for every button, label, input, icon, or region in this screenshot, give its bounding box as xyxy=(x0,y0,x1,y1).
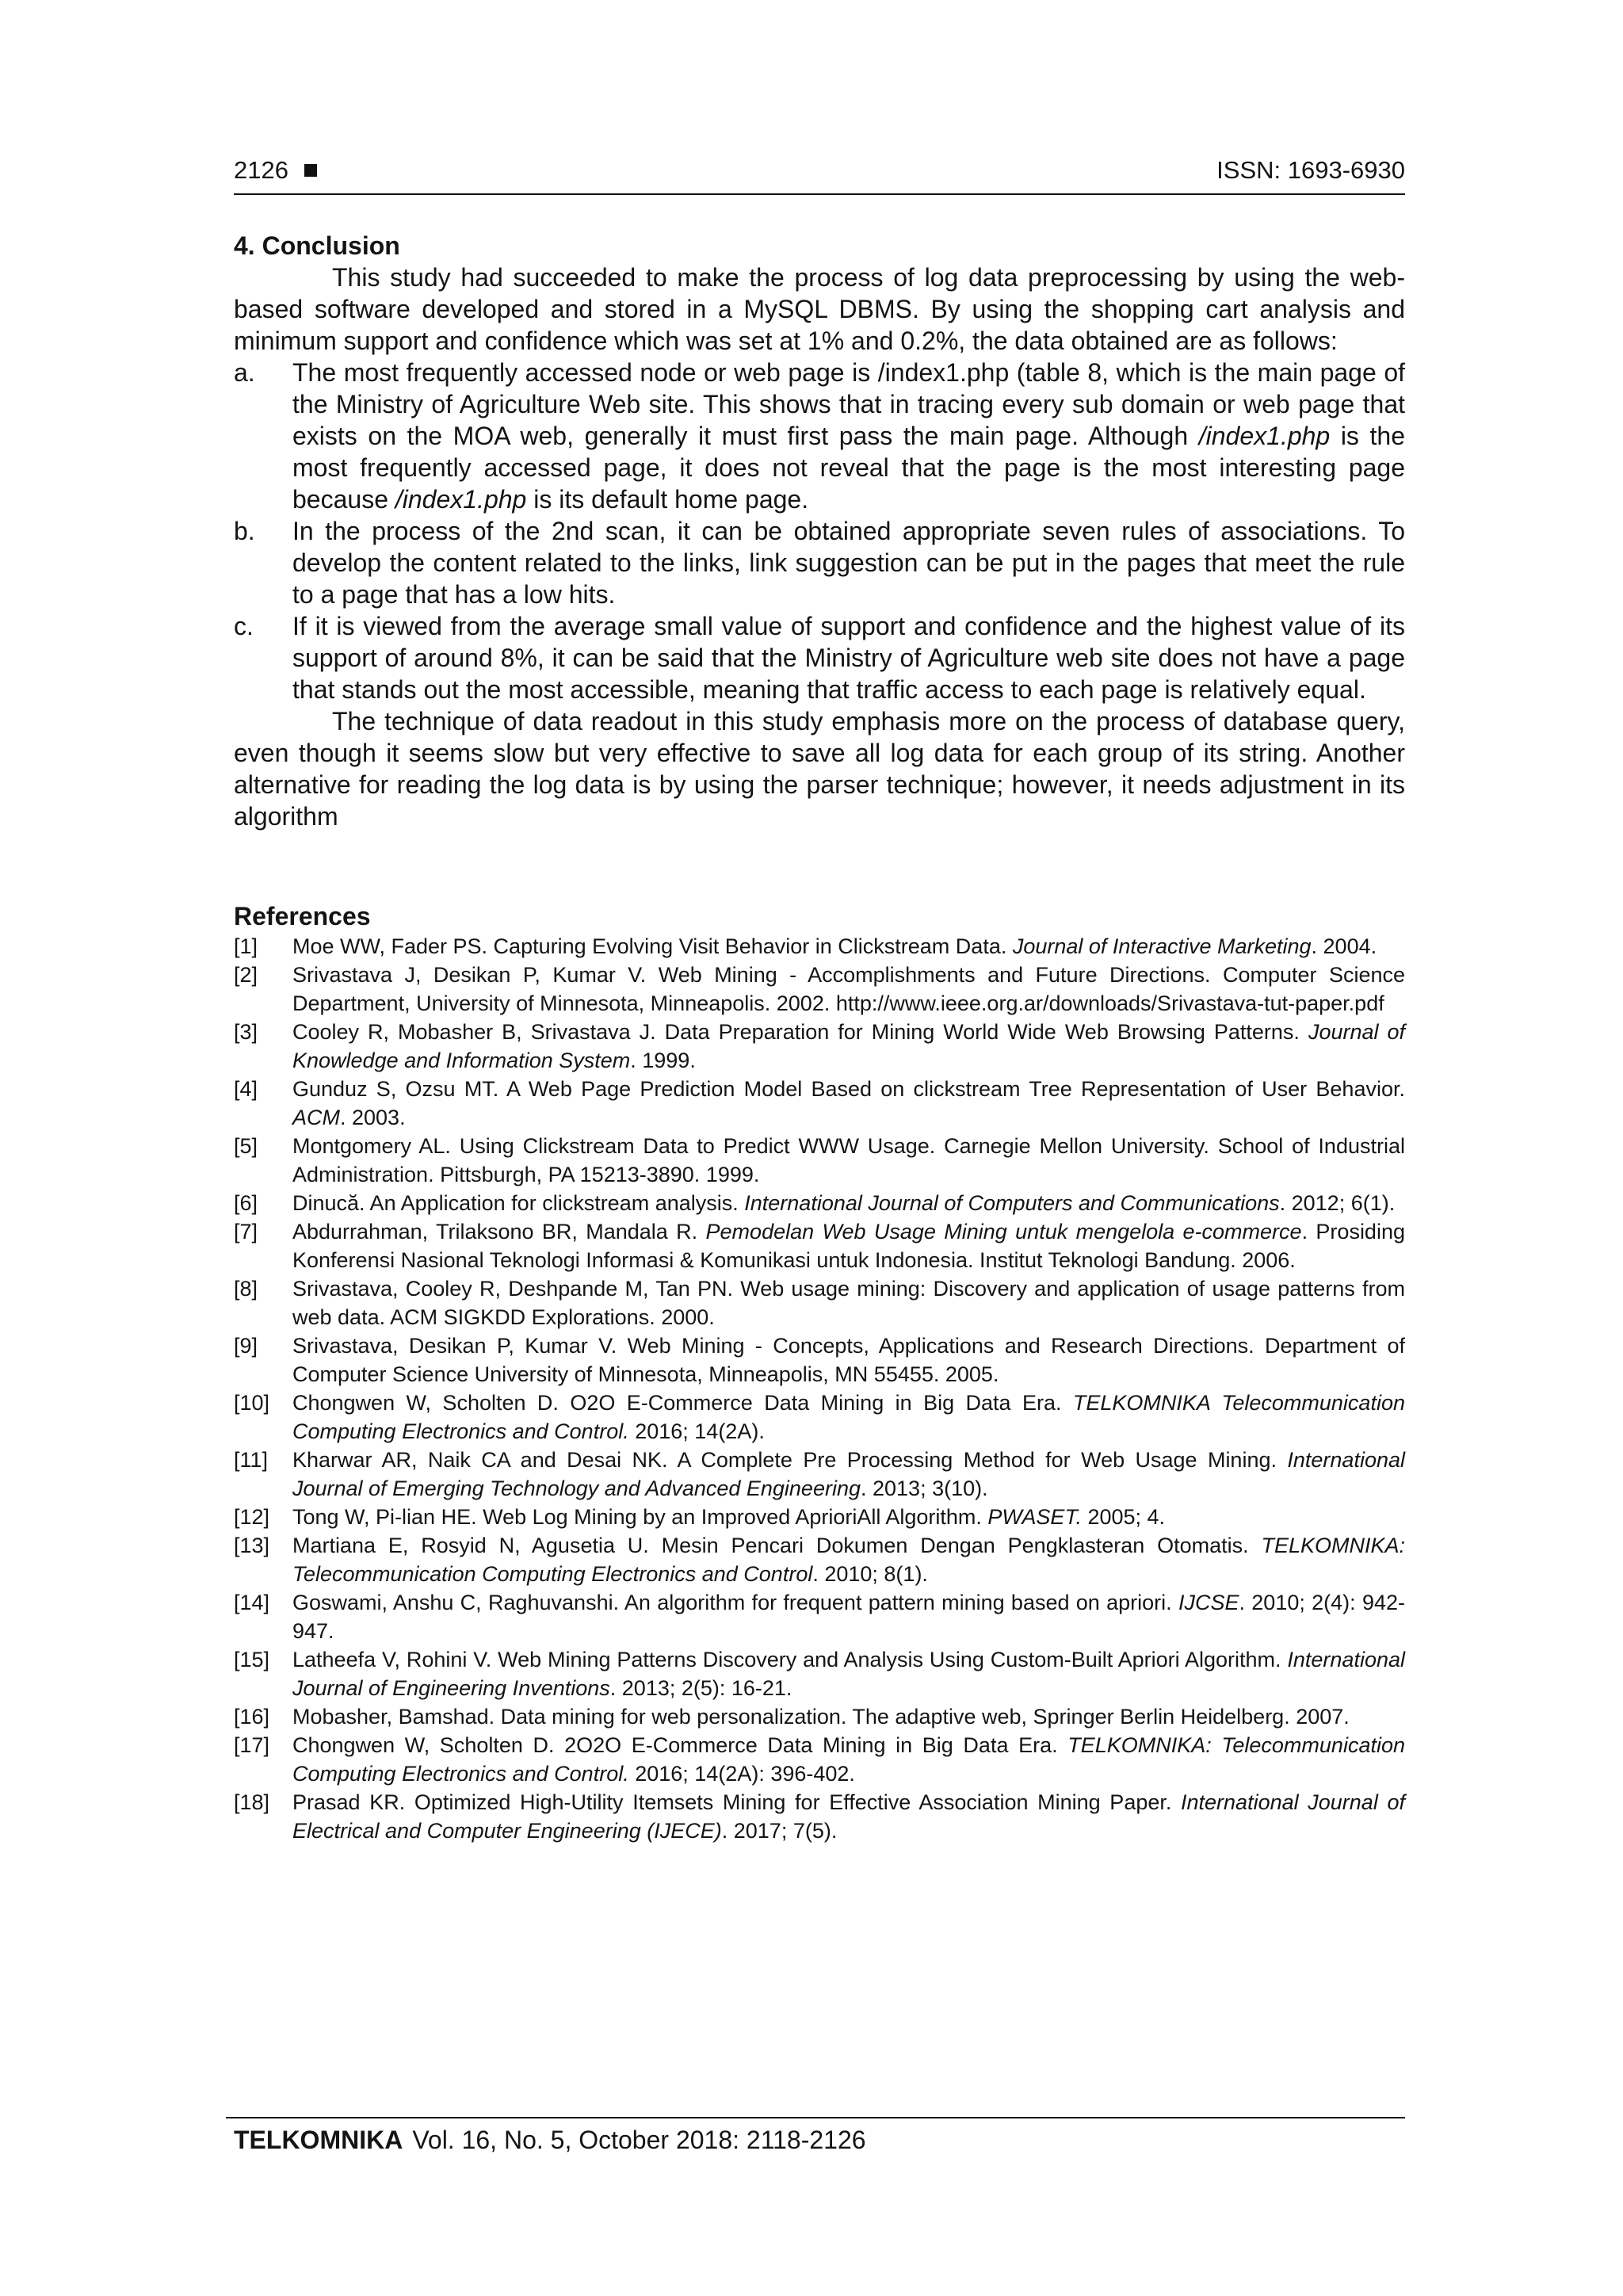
reference-text-run: . 2013; 2(5): 16-21. xyxy=(609,1676,792,1700)
reference-number: [7] xyxy=(234,1220,258,1244)
reference-text-run: 2016; 14(2A): 396-402. xyxy=(628,1762,855,1786)
issn: ISSN: 1693-6930 xyxy=(1216,156,1405,184)
reference-text-run: Dinucă. An Application for clickstream analysis. xyxy=(292,1191,745,1215)
reference-number: [5] xyxy=(234,1134,258,1158)
list-marker: b. xyxy=(234,517,255,545)
reference-text-run: Chongwen W, Scholten D. O2O E-Commerce Data Mining in Big Data Era. xyxy=(292,1391,1073,1415)
reference-item xyxy=(234,1503,1405,1531)
reference-number: [6] xyxy=(234,1191,258,1215)
list-item xyxy=(234,357,1405,515)
list-text xyxy=(292,358,1405,514)
reference-text xyxy=(292,1077,1405,1129)
reference-text-run: . 2010; 8(1). xyxy=(812,1562,928,1586)
text-run: The most frequently accessed node or web page is /index1.php (table 8, which is the main page of the Ministry of Agriculture Web site. This shows that in tracing every sub domain or web page that exists on the MOA web, generally it must first pass the main page. Although xyxy=(292,358,1405,450)
italic-run: /index1.php xyxy=(395,485,527,514)
reference-number: [9] xyxy=(234,1334,258,1358)
header-left xyxy=(234,155,317,185)
reference-text-run: Srivastava, Desikan P, Kumar V. Web Mining - Concepts, Applications and Research Directions. Department of Computer Science University of Minnesota, Minneapolis, MN 55455. 2005. xyxy=(292,1334,1405,1386)
reference-text xyxy=(292,1334,1405,1386)
reference-item xyxy=(234,961,1405,1018)
reference-text-run: Moe WW, Fader PS. Capturing Evolving Visit Behavior in Clickstream Data. xyxy=(292,934,1013,958)
reference-text-run: Tong W, Pi-lian HE. Web Log Mining by an Improved AprioriAll Algorithm. xyxy=(292,1505,988,1529)
reference-italic-run: International Journal of Engineering Inventions xyxy=(292,1648,1405,1700)
reference-italic-run: IJCSE xyxy=(1178,1591,1239,1614)
reference-item xyxy=(234,1189,1405,1217)
reference-text-run: Latheefa V, Rohini V. Web Mining Patterns Discovery and Analysis Using Custom-Built Apriori Algorithm. xyxy=(292,1648,1288,1671)
reference-text-run: . 2010; 2(4): 942-947. xyxy=(292,1591,1405,1643)
reference-item xyxy=(234,1446,1405,1503)
reference-item xyxy=(234,932,1405,961)
reference-item xyxy=(234,1274,1405,1331)
text-run: is its default home page. xyxy=(526,485,809,514)
reference-text xyxy=(292,1534,1405,1586)
reference-item xyxy=(234,1531,1405,1588)
reference-number: [2] xyxy=(234,963,258,987)
reference-number: [18] xyxy=(234,1790,270,1814)
reference-text-run: Martiana E, Rosyid N, Agusetia U. Mesin Pencari Dokumen Dengan Pengklasteran Otomatis. xyxy=(292,1534,1262,1557)
reference-text-run: Goswami, Anshu C, Raghuvanshi. An algorithm for frequent pattern mining based on apriori. xyxy=(292,1591,1178,1614)
reference-text-run: . Prosiding Konferensi Nasional Teknologi Informasi & Komunikasi untuk Indonesia. Institut Teknologi Bandung. 2006. xyxy=(292,1220,1405,1272)
reference-item xyxy=(234,1588,1405,1645)
reference-text xyxy=(292,1705,1350,1729)
reference-text-run: Chongwen W, Scholten D. 2O2O E-Commerce Data Mining in Big Data Era. xyxy=(292,1733,1068,1757)
reference-text xyxy=(292,1191,1395,1215)
reference-text xyxy=(292,934,1377,958)
conclusion-closing: The technique of data readout in this study emphasis more on the process of database query, even though it seems slow but very effective to save all log data for each group of its string. Another alternative for reading the log data is by using the parser technique; however, it needs adjustment in its algorithm xyxy=(234,707,1405,831)
reference-item xyxy=(234,1217,1405,1274)
reference-text-run: Mobasher, Bamshad. Data mining for web personalization. The adaptive web, Springer Berlin Heidelberg. 2007. xyxy=(292,1705,1350,1729)
reference-text-run: 2016; 14(2A). xyxy=(628,1419,765,1443)
conclusion-list xyxy=(234,357,1405,705)
reference-italic-run: Pemodelan Web Usage Mining untuk mengelola e-commerce xyxy=(705,1220,1302,1244)
reference-text-run: . 2013; 3(10). xyxy=(861,1477,988,1500)
reference-text-run: . 1999. xyxy=(630,1049,696,1072)
reference-text xyxy=(292,1505,1165,1529)
reference-number: [1] xyxy=(234,934,258,958)
reference-text xyxy=(292,1220,1405,1272)
list-marker: a. xyxy=(234,358,255,387)
reference-item xyxy=(234,1389,1405,1446)
reference-italic-run: TELKOMNIKA: Telecommunication Computing Electronics and Control. xyxy=(292,1733,1405,1786)
reference-italic-run: PWASET. xyxy=(987,1505,1082,1529)
reference-number: [3] xyxy=(234,1020,258,1044)
square-bullet-icon xyxy=(304,164,317,177)
reference-number: [8] xyxy=(234,1277,258,1301)
reference-text-run: Srivastava J, Desikan P, Kumar V. Web Mining - Accomplishments and Future Directions. Computer Science Department, University of Minnesota, Minneapolis. 2002. http://www.ieee.org.ar/downloads/Srivastava-tut-paper.pdf xyxy=(292,963,1405,1015)
reference-number: [10] xyxy=(234,1391,270,1415)
reference-text xyxy=(292,1391,1405,1443)
footer-journal: TELKOMNIKA xyxy=(234,2126,403,2154)
reference-text xyxy=(292,963,1405,1015)
reference-text-run: . 2012; 6(1). xyxy=(1279,1191,1396,1215)
reference-text-run: Montgomery AL. Using Clickstream Data to Predict WWW Usage. Carnegie Mellon University. School of Industrial Administration. Pittsburgh, PA 15213-3890. 1999. xyxy=(292,1134,1405,1186)
section-title: 4. Conclusion xyxy=(234,231,400,260)
reference-text-run: Srivastava, Cooley R, Deshpande M, Tan PN. Web usage mining: Discovery and application of usage patterns from web data. ACM SIGKDD Explorations. 2000. xyxy=(292,1277,1405,1329)
reference-italic-run: International Journal of Computers and Communications xyxy=(744,1191,1280,1215)
list-item xyxy=(234,515,1405,610)
reference-text xyxy=(292,1591,1405,1643)
reference-item xyxy=(234,1788,1405,1845)
reference-item xyxy=(234,1018,1405,1075)
reference-number: [13] xyxy=(234,1534,270,1557)
reference-italic-run: TELKOMNIKA Telecommunication Computing Electronics and Control. xyxy=(292,1391,1405,1443)
page-footer xyxy=(234,2124,866,2156)
header-rule xyxy=(234,193,1405,195)
reference-number: [15] xyxy=(234,1648,270,1671)
main-content xyxy=(234,230,1405,1845)
reference-italic-run: ACM xyxy=(292,1106,340,1129)
reference-text xyxy=(292,1790,1405,1843)
footer-rule xyxy=(226,2117,1405,2118)
reference-italic-run: Journal of Knowledge and Information System xyxy=(292,1020,1406,1072)
list-marker: c. xyxy=(234,612,254,640)
reference-text xyxy=(292,1134,1405,1186)
reference-italic-run: Journal of Interactive Marketing xyxy=(1012,934,1312,958)
reference-number: [16] xyxy=(234,1705,270,1729)
list-text: In the process of the 2nd scan, it can be obtained appropriate seven rules of associations. To develop the content related to the links, link suggestion can be put in the pages that meet the rule to a page that has a low hits. xyxy=(292,517,1405,609)
reference-item xyxy=(234,1075,1405,1132)
references-list xyxy=(234,932,1405,1845)
references-title: References xyxy=(234,902,371,930)
reference-italic-run: International Journal of Electrical and Computer Engineering (IJECE) xyxy=(292,1790,1405,1843)
reference-text-run: Gunduz S, Ozsu MT. A Web Page Prediction Model Based on clickstream Tree Representation of User Behavior. xyxy=(292,1077,1405,1101)
reference-text-run: Kharwar AR, Naik CA and Desai NK. A Complete Pre Processing Method for Web Usage Mining. xyxy=(292,1448,1288,1472)
reference-item xyxy=(234,1702,1405,1731)
reference-text-run: . 2004. xyxy=(1311,934,1377,958)
reference-text xyxy=(292,1020,1405,1072)
reference-text-run: Prasad KR. Optimized High-Utility Itemsets Mining for Effective Association Mining Paper. xyxy=(292,1790,1182,1814)
page-number: 2126 xyxy=(234,156,288,184)
reference-item xyxy=(234,1132,1405,1189)
list-text: If it is viewed from the average small value of support and confidence and the highest value of its support of around 8%, it can be said that the Ministry of Agriculture web site does not have a page that stands out the most accessible, meaning that traffic access to each page is relatively equal. xyxy=(292,612,1405,704)
reference-item xyxy=(234,1645,1405,1702)
reference-number: [17] xyxy=(234,1733,270,1757)
reference-text-run: Abdurrahman, Trilaksono BR, Mandala R. xyxy=(292,1220,706,1244)
footer-details: Vol. 16, No. 5, October 2018: 2118-2126 xyxy=(412,2126,866,2154)
reference-italic-run: International Journal of Emerging Technology and Advanced Engineering xyxy=(292,1448,1405,1500)
text-run: is the most frequently accessed page, it does not reveal that the page is the most interesting page because xyxy=(292,422,1406,514)
page-header xyxy=(234,155,1405,185)
italic-run: /index1.php xyxy=(1198,422,1331,450)
reference-item xyxy=(234,1331,1405,1389)
reference-number: [12] xyxy=(234,1505,270,1529)
reference-text xyxy=(292,1448,1405,1500)
reference-text xyxy=(292,1648,1405,1700)
conclusion-intro: This study had succeeded to make the process of log data preprocessing by using the web-based software developed and stored in a MySQL DBMS. By using the shopping cart analysis and minimum support and confidence which was set at 1% and 0.2%, the data obtained are as follows: xyxy=(234,263,1405,355)
reference-text-run: 2005; 4. xyxy=(1081,1505,1166,1529)
reference-italic-run: TELKOMNIKA: Telecommunication Computing Electronics and Control xyxy=(292,1534,1405,1586)
reference-text-run: Cooley R, Mobasher B, Srivastava J. Data Preparation for Mining World Wide Web Browsing Patterns. xyxy=(292,1020,1308,1044)
reference-number: [11] xyxy=(234,1448,269,1472)
reference-number: [14] xyxy=(234,1591,270,1614)
reference-text-run: . 2003. xyxy=(340,1106,406,1129)
list-item xyxy=(234,610,1405,705)
reference-text xyxy=(292,1277,1405,1329)
reference-number: [4] xyxy=(234,1077,258,1101)
reference-text xyxy=(292,1733,1405,1786)
reference-text-run: . 2017; 7(5). xyxy=(721,1819,838,1843)
reference-item xyxy=(234,1731,1405,1788)
